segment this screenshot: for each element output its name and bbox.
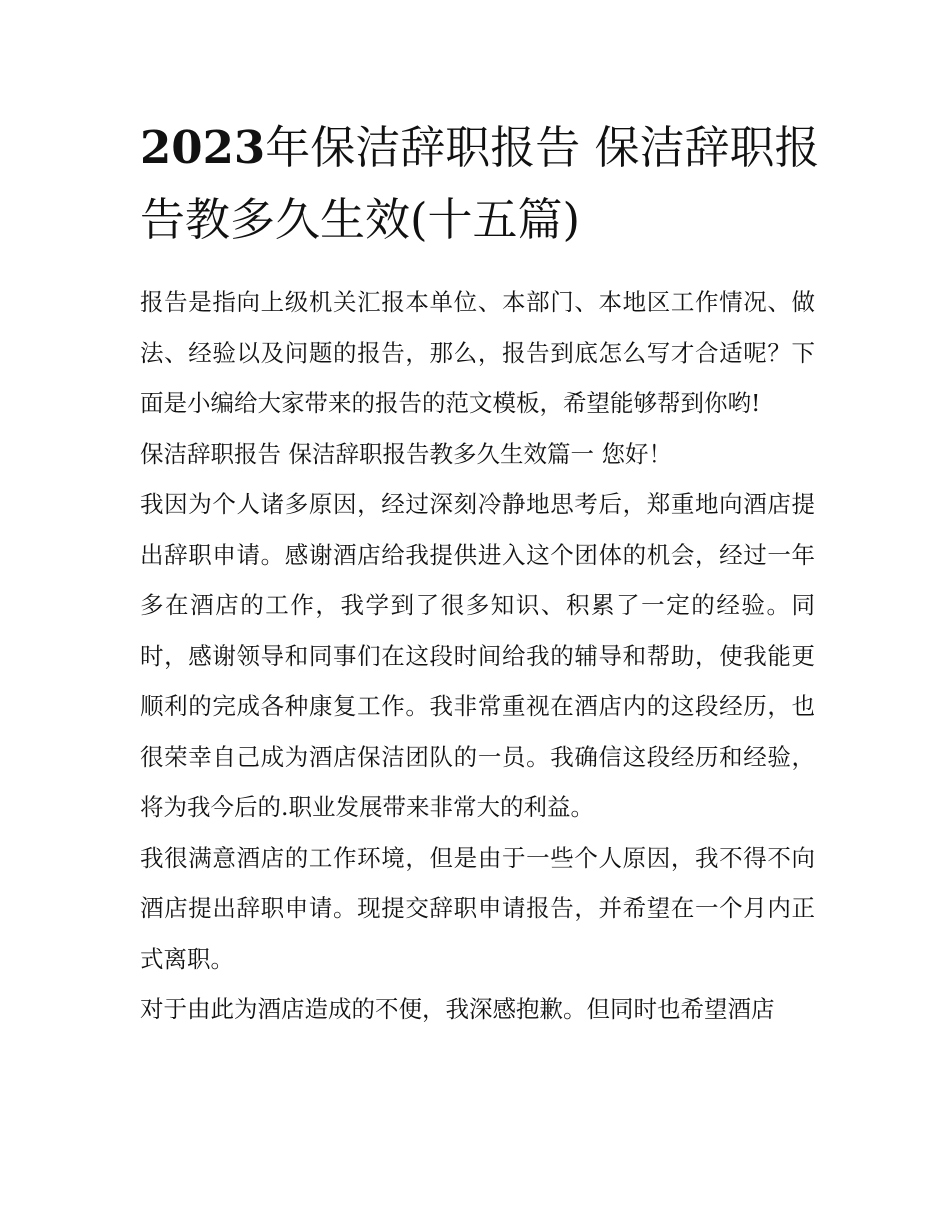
body-paragraph: 对于由此为酒店造成的不便，我深感抱歉。但同时也希望酒店 <box>140 995 775 1023</box>
document-title <box>140 112 820 256</box>
body-paragraph: 我很满意酒店的工作环境，但是由于一些个人原因，我不得不向酒店提出辞职申请。现提交辞职申请报告，并希望在一个月内正式离职。 <box>140 843 815 973</box>
title-year: 2023 <box>140 121 266 174</box>
intro-paragraph: 报告是指向上级机关汇报本单位、本部门、本地区工作情况、做法、经验以及问题的报告，那么，报告到底怎么写才合适呢？下面是小编给大家带来的报告的范文模板，希望能够帮到你哟! <box>140 288 815 417</box>
body-paragraph: 我因为个人诸多原因，经过深刻冷静地思考后，郑重地向酒店提出辞职申请。感谢酒店给我提供进入这个团体的机会，经过一年多在酒店的工作，我学到了很多知识、积累了一定的经验。同时，感谢领导和同事们在这段时间给我的辅导和帮助，使我能更顺利的完成各种康复工作。我非常重视在酒店内的这段经历，也很荣幸自己成为酒店保洁团队的一员。我确信这段经历和经验，将为我今后的.职业发展带来非常大的利益。 <box>140 490 815 821</box>
section-heading-paragraph: 保洁辞职报告 保洁辞职报告教多久生效篇一 您好！ <box>140 439 672 468</box>
title-text: 年保洁辞职报告 保洁辞职报告教多久生效(十五篇) <box>140 121 820 246</box>
document-body <box>140 277 815 1035</box>
